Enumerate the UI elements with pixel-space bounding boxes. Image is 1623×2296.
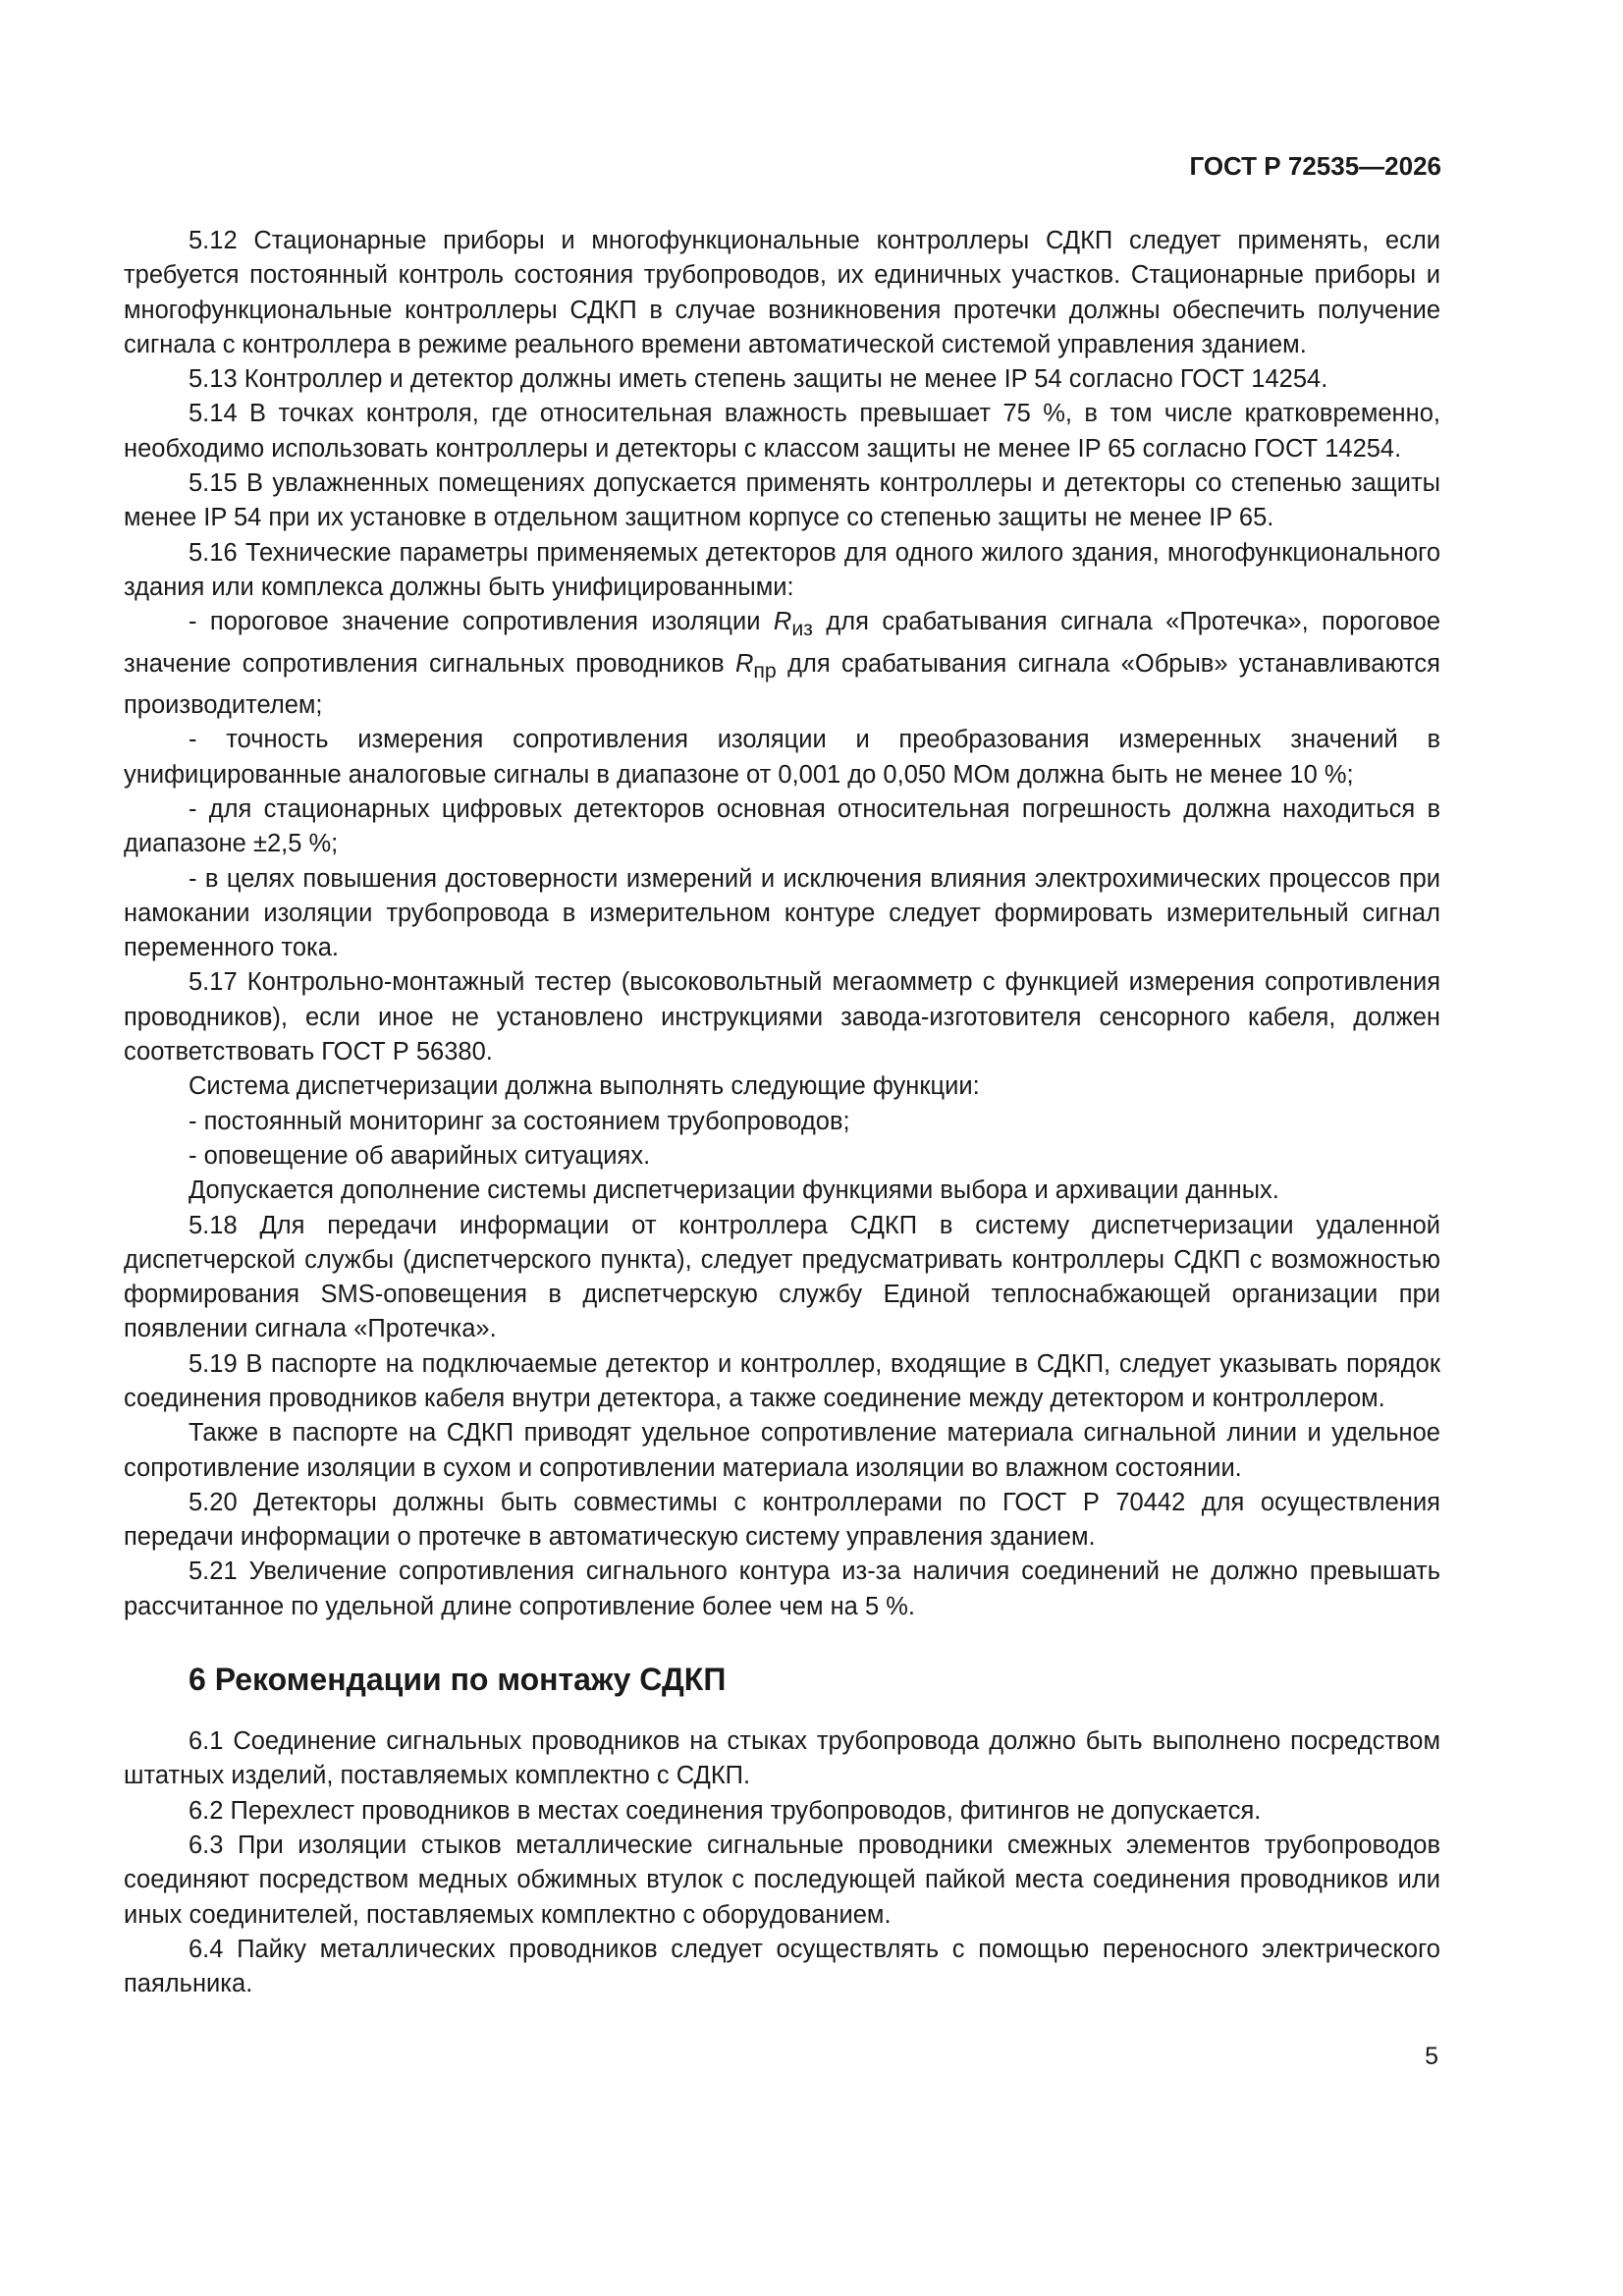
document-header: ГОСТ Р 72535—2026 [1189,151,1441,181]
document-body [124,224,1440,2001]
dispatch-addition: Допускается дополнение системы диспетчеризации функциями выбора и архивации данных. [189,1176,1279,1205]
clause-5-18: 5.18 Для передачи информации от контроллера СДКП в систему диспетчеризации удаленной диспетчерской службы (диспетчерского пункта), следует предусматривать контроллеры СДКП с возможностью формирования SMS-оповещения в диспетчерскую службу Единой теплоснабжающей организации при появлении сигнала «Протечка». [124,1211,1440,1343]
clause-5-14: 5.14 В точках контроля, где относительная влажность превышает 75 %, в том числе кратковременно, необходимо использовать контроллеры и детекторы с классом защиты не менее IP 65 согласно ГОСТ 14254. [124,400,1440,463]
symbol-r-iz: R [773,608,792,636]
clause-6-1: 6.1 Соединение сигнальных проводников на стыках трубопровода должно быть выполнено посредством штатных изделий, поставляемых комплектно с СДКП. [124,1727,1440,1790]
list-item-error: - для стационарных цифровых детекторов основная относительная погрешность должна находиться в диапазоне ±2,5 %; [124,794,1440,858]
clause-5-15: 5.15 В увлажненных помещениях допускается применять контроллеры и детекторы со степенью защиты менее IP 54 при их установке в отдельном защитном корпусе со степенью защиты не менее IP 65. [124,469,1440,532]
clause-5-19: 5.19 В паспорте на подключаемые детектор и контроллер, входящие в СДКП, следует указывать порядок соединения проводников кабеля внутри детектора, а также соединение между детектором и контроллером. [124,1349,1440,1412]
clause-6-2: 6.2 Перехлест проводников в местах соединения трубопроводов, фитингов не допускается. [189,1796,1262,1825]
section-6-heading: 6 Рекомендации по монтажу СДКП [189,1662,727,1698]
clause-5-16: 5.16 Технические параметры применяемых детекторов для одного жилого здания, многофункционального здания или комплекса должны быть унифицированными: [124,538,1440,601]
clause-5-19-passport: Также в паспорте на СДКП приводят удельное сопротивление материала сигнальной линии и удельное сопротивление изоляции в сухом и сопротивлении материала изоляции во влажном состоянии. [124,1419,1440,1482]
subscript-pr: пр [753,658,777,683]
subscript-iz: из [791,617,813,641]
dispatch-intro: Система диспетчеризации должна выполнять следующие функции: [189,1072,980,1101]
list-item-monitoring: - постоянный мониторинг за состоянием трубопроводов; [189,1107,850,1135]
symbol-r-pr: R [735,649,754,678]
clause-5-20: 5.20 Детекторы должны быть совместимы с контроллерами по ГОСТ Р 70442 для осуществления передачи информации о протечке в автоматическую систему управления зданием. [124,1488,1440,1552]
list-item-ac-signal: - в целях повышения достоверности измерений и исключения влияния электрохимических процессов при намокании изоляции трубопровода в измерительном контуре следует формировать измерительный сигнал переменного тока. [124,864,1440,962]
clause-5-13: 5.13 Контроллер и детектор должны иметь степень защиты не менее IP 54 согласно ГОСТ 14254. [189,365,1328,394]
clause-5-12: 5.12 Стационарные приборы и многофункциональные контроллеры СДКП следует применять, если требуется постоянный контроль состояния трубопроводов, их единичных участков. Стационарные приборы и многофункциональные контроллеры СДКП в случае возникновения протечки должны обеспечить получение сигнала с контроллера в режиме реального времени автоматической системой управления зданием. [124,227,1440,358]
clause-6-4: 6.4 Пайку металлических проводников следует осуществлять с помощью переносного электрического паяльника. [124,1935,1440,1998]
list-item-alerts: - оповещение об аварийных ситуациях. [189,1141,651,1170]
list-item-accuracy: - точность измерения сопротивления изоляции и преобразования измеренных значений в унифицированные аналоговые сигналы в диапазоне от 0,001 до 0,050 МОм должна быть не менее 10 %; [124,726,1440,789]
clause-5-21: 5.21 Увеличение сопротивления сигнального контура из-за наличия соединений не должно превышать рассчитанное по удельной длине сопротивление более чем на 5 %. [124,1558,1440,1620]
clause-5-17: 5.17 Контрольно-монтажный тестер (высоковольтный мегаомметр с функцией измерения сопротивления проводников), если иное не установлено инструкциями завода-изготовителя сенсорного кабеля, должен соответствовать ГОСТ Р 56380. [124,968,1440,1066]
list-item-threshold: - пороговое значение сопротивления изоляции $R_{из}$ для срабатывания сигнала «Протечка», пороговое значение сопротивления сигнальных проводников $R_{пр}$ для срабатывания сигнала «Обрыв» устанавливаются производителем; [124,608,1441,720]
clause-6-3: 6.3 При изоляции стыков металлические сигнальные проводники смежных элементов трубопроводов соединяют посредством медных обжимных втулок с последующей пайкой места соединения проводников или иных соединителей, поставляемых комплектно с оборудованием. [124,1831,1440,1929]
page-number: 5 [1425,2043,1438,2070]
